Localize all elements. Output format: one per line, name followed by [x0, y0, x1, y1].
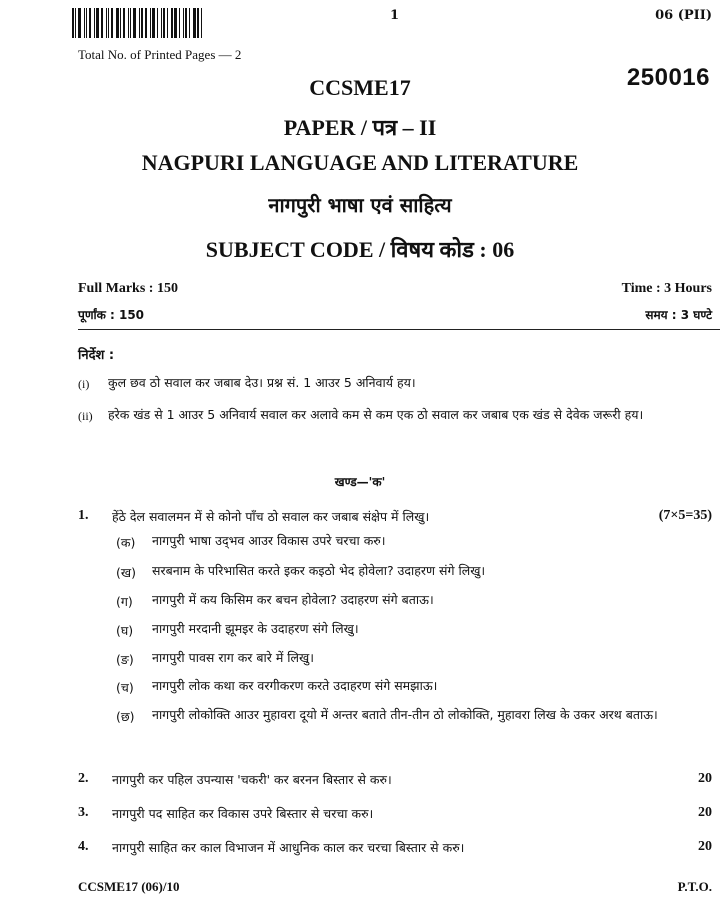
barcode-bar — [84, 8, 85, 38]
barcode — [72, 8, 232, 38]
barcode-bar — [179, 8, 180, 38]
barcode-bar — [96, 8, 99, 38]
instruction-text: हरेक खंड से 1 आउर 5 अनिवार्य सवाल कर अलावे कम से कम एक ठो सवाल कर जबाब एक खंड से देवेक जरूरी हय। — [108, 407, 644, 422]
barcode-bar — [120, 8, 121, 38]
question-text: नागपुरी पद साहित कर विकास उपरे बिस्तार से चरचा करु। — [112, 806, 374, 821]
barcode-bar — [106, 8, 107, 38]
subquestion-text: नागपुरी लोकोक्ति आउर मुहावरा दूयो में अन्तर बताते तीन-तीन ठो लोकोक्ति, मुहावरा लिख के उकर अरथ बताऊ। — [152, 707, 658, 722]
footer-code: CCSME17 (06)/10 — [78, 879, 180, 894]
instruction-text: कुल छव ठो सवाल कर जबाब देउ। प्रश्न सं. 1 आउर 5 अनिवार्य हय। — [108, 375, 416, 390]
barcode-bar — [152, 8, 155, 38]
barcode-bar — [171, 8, 173, 38]
barcode-bar — [163, 8, 165, 38]
exam-code: CCSME17 — [309, 75, 411, 100]
subquestion-label: (ख) — [116, 565, 136, 580]
barcode-bar — [150, 8, 151, 38]
full-marks-hindi: पूर्णांक : 150 — [78, 308, 145, 322]
barcode-bar — [101, 8, 103, 38]
subquestion-label: (ङ) — [116, 652, 134, 667]
barcode-bar — [75, 8, 76, 38]
question-text: हेंठे देल सवालमन में से कोनो पाँच ठो सवाल कर जबाब संक्षेप में लिखु। — [112, 509, 430, 524]
barcode-bar — [86, 8, 87, 38]
subquestion-label: (छ) — [116, 709, 135, 724]
barcode-bar — [161, 8, 162, 38]
question-text: नागपुरी कर पहिल उपन्यास 'चकरी' कर बरनन बिस्तार से करु। — [112, 772, 392, 787]
paper-title: PAPER / पत्र – II — [283, 115, 437, 140]
instructions-heading: निर्देश : — [78, 348, 115, 363]
section-heading: खण्ड—'क' — [334, 475, 386, 489]
subquestion-label: (ग) — [116, 594, 133, 609]
barcode-bar — [197, 8, 199, 38]
subquestion-text: नागपुरी भाषा उद्‌भव आउर विकास उपरे चरचा करु। — [152, 533, 386, 548]
barcode-bar — [133, 8, 136, 38]
page-number: 1 — [390, 8, 400, 23]
footer-pto: P.T.O. — [677, 879, 712, 894]
barcode-bar — [139, 8, 140, 38]
question-number: 2. — [78, 771, 89, 786]
question-marks: 20 — [698, 771, 712, 786]
barcode-bar — [108, 8, 109, 38]
barcode-bar — [185, 8, 187, 38]
full-marks-english: Full Marks : 150 — [78, 281, 178, 296]
subquestion-text: सरबनाम के परिभासित करते इकर कइठो भेद होवेला? उदाहरण संगे लिखु। — [152, 563, 486, 578]
barcode-bar — [183, 8, 184, 38]
barcode-bar — [174, 8, 177, 38]
barcode-bar — [116, 8, 119, 38]
barcode-bar — [78, 8, 81, 38]
subject-code: SUBJECT CODE / विषय कोड : 06 — [205, 237, 515, 262]
barcode-bar — [201, 8, 202, 38]
barcode-bar — [111, 8, 113, 38]
barcode-bar — [157, 8, 158, 38]
barcode-bar — [123, 8, 125, 38]
roll-code: 250016 — [626, 64, 710, 91]
question-number: 4. — [78, 839, 89, 854]
barcode-bar — [189, 8, 190, 38]
divider — [78, 329, 720, 330]
subquestion-label: (च) — [116, 680, 134, 695]
barcode-bar — [72, 8, 74, 38]
subquestion-label: (घ) — [116, 623, 134, 638]
subquestion-text: नागपुरी में कय किसिम कर बचन होवेला? उदाहरण संगे बताऊ। — [152, 592, 434, 607]
question-text: नागपुरी साहित कर काल विभाजन में आधुनिक काल कर चरचा बिस्तार से करु। — [112, 840, 465, 855]
subquestion-text: नागपुरी मरदानी झूमइर के उदाहरण संगे लिखु। — [152, 621, 359, 636]
question-marks: (7×5=35) — [658, 508, 712, 523]
subject-title-hindi: नागपुरी भाषा एवं साहित्य — [268, 193, 452, 217]
barcode-bar — [141, 8, 143, 38]
question-number: 1. — [78, 508, 89, 523]
paper-id: 06 (PII) — [655, 8, 712, 23]
barcode-bar — [94, 8, 95, 38]
question-number: 3. — [78, 805, 89, 820]
subquestion-text: नागपुरी पावस राग कर बारे में लिखु। — [152, 650, 314, 665]
printed-pages-note: Total No. of Printed Pages — 2 — [78, 47, 242, 62]
barcode-bar — [145, 8, 147, 38]
subquestion-label: (क) — [116, 535, 136, 550]
barcode-bar — [128, 8, 129, 38]
subquestion-text: नागपुरी लोक कथा कर वरगीकरण करते उदाहरण संगे समझाऊ। — [152, 678, 438, 693]
instruction-number: (i) — [78, 377, 90, 391]
time-hindi: समय : 3 घण्टे — [645, 308, 712, 322]
barcode-bar — [89, 8, 91, 38]
subject-title-english: NAGPURI LANGUAGE AND LITERATURE — [141, 150, 579, 175]
instruction-number: (ii) — [78, 409, 93, 423]
time-english: Time : 3 Hours — [621, 281, 712, 296]
barcode-bar — [167, 8, 168, 38]
barcode-bar — [130, 8, 131, 38]
question-marks: 20 — [698, 839, 712, 854]
question-marks: 20 — [698, 805, 712, 820]
barcode-bar — [193, 8, 196, 38]
